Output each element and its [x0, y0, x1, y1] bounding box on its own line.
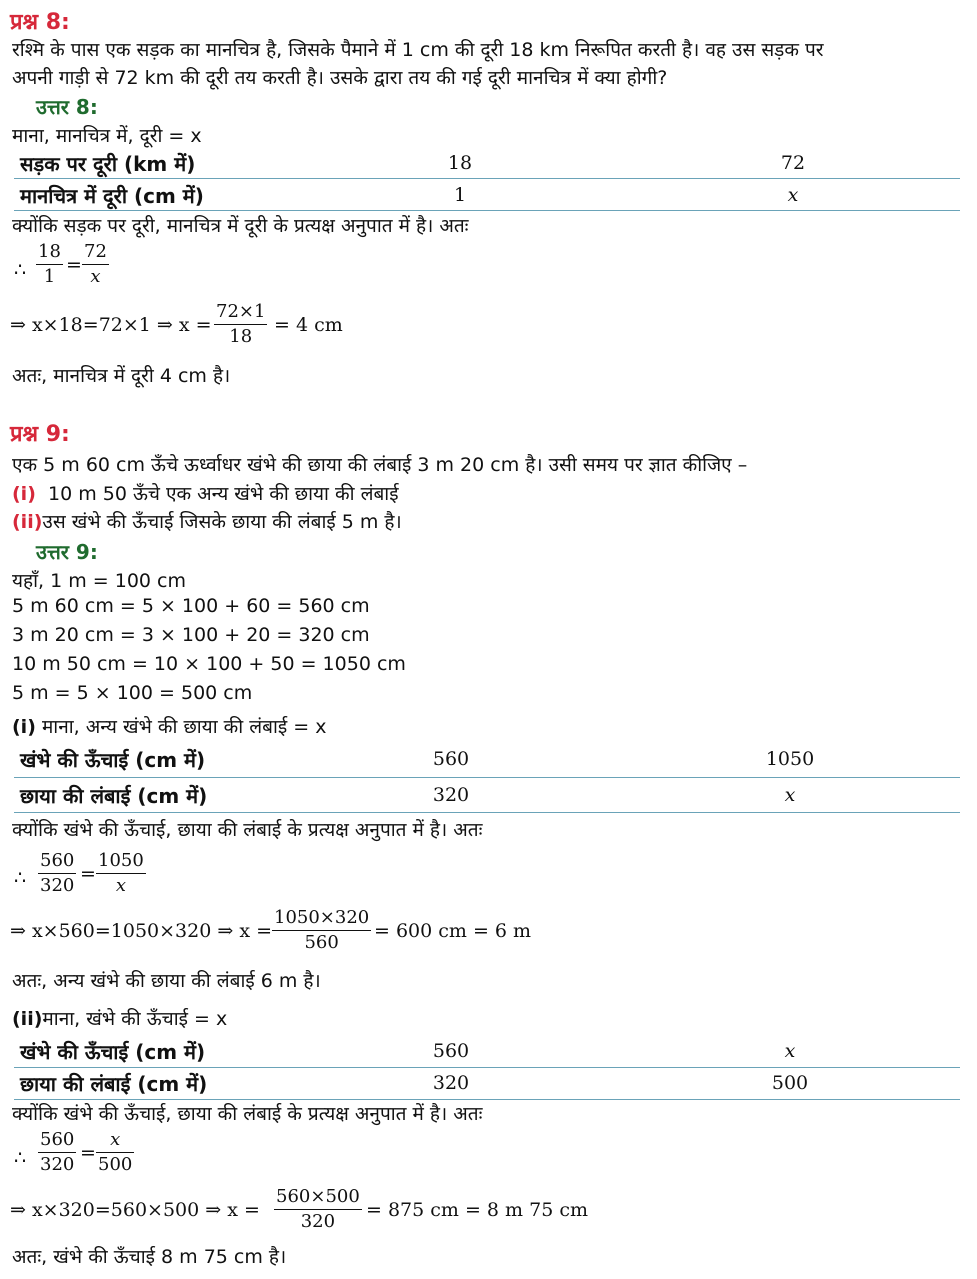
table-divider: [14, 777, 960, 778]
question-8-text-line2: अपनी गाड़ी से 72 km की दूरी तय करती है। उसके द्वारा तय की गई दूरी मानचित्र में क्या होगी?: [12, 67, 668, 89]
equals-sign: =: [80, 863, 96, 885]
solution-step: ⇒ x×18=72×1 ⇒ x =: [10, 314, 212, 336]
numerator: 1050×320: [272, 906, 371, 931]
question-9-heading: प्रश्न 9:: [10, 422, 70, 447]
numerator: 72: [82, 240, 109, 265]
table-divider: [14, 210, 960, 211]
solution-result: = 4 cm: [274, 314, 343, 336]
fraction: [272, 906, 371, 955]
table-row-label: मानचित्र में दूरी (cm में): [20, 184, 204, 208]
fraction: [96, 849, 146, 898]
solution-step: ⇒ x×560=1050×320 ⇒ x =: [10, 920, 272, 942]
question-9-part-i: [12, 480, 399, 506]
denominator: 1: [43, 266, 56, 287]
solution-result: = 875 cm = 8 m 75 cm: [366, 1199, 588, 1221]
denominator: 320: [300, 1211, 336, 1232]
fraction: [96, 1128, 134, 1177]
numerator: x: [96, 1128, 134, 1153]
part-marker: (i): [12, 716, 36, 738]
equals-sign: =: [66, 254, 82, 276]
numerator: 1050: [96, 849, 146, 874]
denominator: x: [90, 266, 101, 287]
therefore-symbol: ∴: [14, 1147, 27, 1169]
table-cell: x: [787, 184, 799, 206]
table-cell: 72: [780, 152, 806, 174]
part-ii-conclusion: अतः, खंभे की ऊँचाई 8 m 75 cm है।: [12, 1246, 287, 1268]
equals-sign: =: [80, 1142, 96, 1164]
therefore-symbol: ∴: [14, 867, 27, 889]
conversion-line: 3 m 20 cm = 3 × 100 + 20 = 320 cm: [12, 624, 370, 646]
conversion-line: 5 m = 5 × 100 = 500 cm: [12, 682, 253, 704]
part-marker: (i): [12, 483, 36, 505]
denominator: 320: [40, 1154, 75, 1175]
table-divider: [14, 812, 960, 813]
numerator: 72×1: [214, 300, 267, 325]
unit-relation: यहाँ, 1 m = 100 cm: [12, 570, 187, 592]
table-cell: x: [784, 784, 796, 806]
fraction: [36, 240, 63, 289]
denominator: 500: [98, 1154, 133, 1175]
fraction: [38, 1128, 76, 1177]
conversion-line: 5 m 60 cm = 5 × 100 + 60 = 560 cm: [12, 595, 370, 617]
table-cell: 320: [432, 784, 470, 806]
part-i-reason: क्योंकि खंभे की ऊँचाई, छाया की लंबाई के प्रत्यक्ष अनुपात में है। अतः: [12, 819, 483, 841]
assumption-text: माना, खंभे की ऊँचाई = x: [42, 1008, 228, 1030]
table-cell: 1050: [765, 748, 815, 770]
answer-8-reason: क्योंकि सड़क पर दूरी, मानचित्र में दूरी के प्रत्यक्ष अनुपात में है। अतः: [12, 215, 469, 237]
answer-8-assumption: माना, मानचित्र में, दूरी = x: [12, 125, 202, 147]
table-divider: [14, 1067, 960, 1068]
solution-step: ⇒ x×320=560×500 ⇒ x =: [10, 1199, 260, 1221]
part-i-assumption: [12, 713, 326, 739]
question-9-part-ii: [12, 508, 402, 534]
numerator: 560: [38, 849, 76, 874]
answer-8-label: उत्तर 8:: [36, 95, 98, 119]
part-text: उस खंभे की ऊँचाई जिसके छाया की लंबाई 5 m है।: [42, 511, 402, 533]
part-ii-reason: क्योंकि खंभे की ऊँचाई, छाया की लंबाई के प्रत्यक्ष अनुपात में है। अतः: [12, 1103, 483, 1125]
answer-8-conclusion: अतः, मानचित्र में दूरी 4 cm है।: [12, 365, 231, 387]
fraction: [38, 849, 76, 898]
denominator: x: [115, 875, 126, 896]
table-cell: 1: [453, 184, 467, 206]
denominator: 560: [304, 932, 339, 953]
assumption-text: माना, अन्य खंभे की छाया की लंबाई = x: [41, 716, 327, 738]
question-9-text-line1: एक 5 m 60 cm ऊँचे ऊर्ध्वाधर खंभे की छाया की लंबाई 3 m 20 cm है। उसी समय पर ज्ञात कीजिए –: [12, 454, 748, 476]
table-row-label: खंभे की ऊँचाई (cm में): [20, 1040, 206, 1064]
table-cell: 560: [432, 748, 470, 770]
numerator: 560×500: [274, 1185, 362, 1210]
answer-9-label: उत्तर 9:: [36, 540, 98, 564]
part-text: 10 m 50 ऊँचे एक अन्य खंभे की छाया की लंबाई: [47, 483, 399, 505]
part-i-conclusion: अतः, अन्य खंभे की छाया की लंबाई 6 m है।: [12, 970, 321, 992]
denominator: 18: [229, 326, 253, 347]
table-row-label: सड़क पर दूरी (km में): [20, 152, 196, 176]
conversion-line: 10 m 50 cm = 10 × 100 + 50 = 1050 cm: [12, 653, 406, 675]
table-cell: x: [784, 1040, 796, 1062]
table-row-label: खंभे की ऊँचाई (cm में): [20, 748, 206, 772]
table-cell: 560: [432, 1040, 470, 1062]
table-cell: 18: [447, 152, 473, 174]
table-divider: [14, 178, 960, 179]
numerator: 18: [36, 240, 63, 265]
part-marker: (ii): [12, 1008, 43, 1030]
fraction: [82, 240, 109, 289]
fraction: [274, 1185, 362, 1234]
denominator: 320: [40, 875, 75, 896]
solution-result: = 600 cm = 6 m: [374, 920, 532, 942]
table-row-label: छाया की लंबाई (cm में): [20, 1072, 208, 1096]
question-8-text-line1: रश्मि के पास एक सड़क का मानचित्र है, जिसके पैमाने में 1 cm की दूरी 18 km निरूपित करती है। वह उस सड़क पर: [12, 39, 824, 61]
table-cell: 320: [432, 1072, 470, 1094]
fraction: [214, 300, 267, 349]
therefore-symbol: ∴: [14, 259, 27, 281]
part-marker: (ii): [12, 511, 43, 533]
table-cell: 500: [771, 1072, 809, 1094]
table-row-label: छाया की लंबाई (cm में): [20, 784, 208, 808]
numerator: 560: [38, 1128, 76, 1153]
question-8-heading: प्रश्न 8:: [10, 10, 70, 35]
part-ii-assumption: [12, 1005, 227, 1031]
